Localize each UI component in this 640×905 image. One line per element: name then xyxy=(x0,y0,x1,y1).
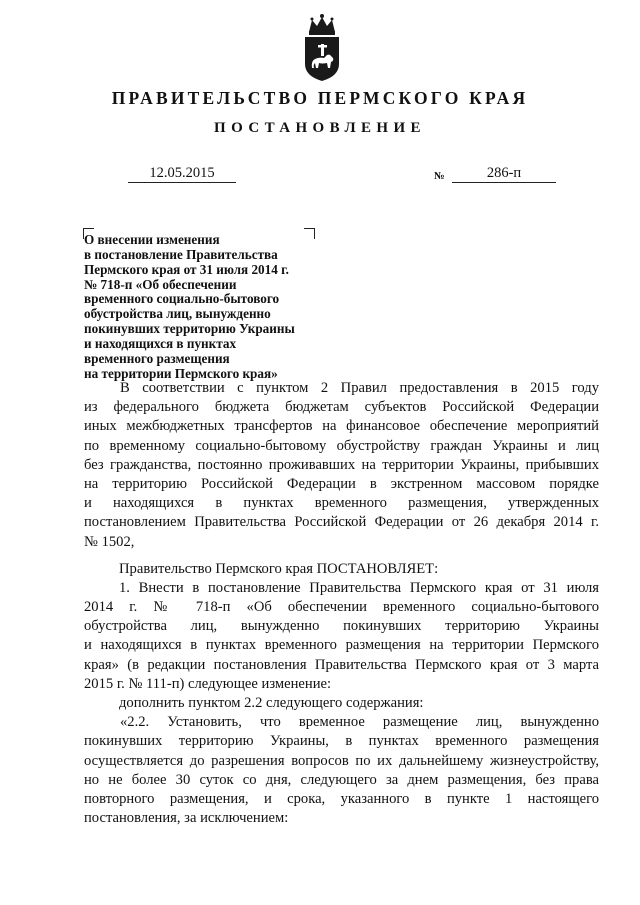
body-line: «2.2. Установить, что временное размещение лиц, вынужденно xyxy=(120,714,599,731)
subject-line: и находящихся в пунктах xyxy=(84,335,237,351)
body-line: постановлением Правительства Российской Федерации от 26 декабря 2014 г. xyxy=(84,514,599,531)
government-title: ПРАВИТЕЛЬСТВО ПЕРМСКОГО КРАЯ xyxy=(111,88,529,108)
document-number: 286-п xyxy=(452,165,556,183)
body-line: обустройства лиц, вынужденно покинувших территорию Украины xyxy=(84,618,599,635)
perm-coat-of-arms-icon xyxy=(300,12,344,82)
body-line: иных межбюджетных трансфертов на финансовое обеспечение мероприятий xyxy=(84,418,599,435)
body-line: без гражданства, постоянно проживавших на территории Украины, прибывших xyxy=(84,456,599,473)
document-date: 12.05.2015 xyxy=(128,165,236,183)
body-line: повторного размещения, и срока, указанного в пункте 1 настоящего xyxy=(84,790,599,807)
subject-line: на территории Пермского края» xyxy=(84,365,278,381)
subject-line: временного размещения xyxy=(84,350,230,366)
body-line: и находящихся в пунктах временного размещения, утвержденных xyxy=(84,495,599,512)
document-body xyxy=(84,379,599,828)
subject-line: в постановление Правительства xyxy=(84,246,278,262)
subject-line: № 718-п «Об обеспечении xyxy=(84,276,237,292)
body-line: постановления, за исключением: xyxy=(84,810,289,827)
body-line: на территорию Российской Федерации в экстренном массовом порядке xyxy=(84,475,599,492)
body-line: дополнить пунктом 2.2 следующего содержания: xyxy=(119,695,424,711)
body-line: осуществляется до разрешения вопросов по их дальнейшему жизнеустройству, xyxy=(84,752,599,769)
body-line: покинувших территорию Украины, в пунктах временного размещения xyxy=(84,733,599,750)
subject-line: временного социально-бытового xyxy=(84,291,280,307)
body-line: 1. Внести в постановление Правительства Пермского края от 31 июля xyxy=(119,579,599,596)
body-line: края» (в редакции постановления Правительства Пермского края от 3 марта xyxy=(84,656,599,673)
subject-line: О внесении изменения xyxy=(84,232,220,247)
body-line: В соответствии с пунктом 2 Правил предоставления в 2015 году xyxy=(120,380,599,396)
body-line: 2015 г. № 111-п) следующее изменение: xyxy=(84,675,332,692)
body-line: по временному социально-бытовому обустройству граждан Украины и лиц xyxy=(84,437,599,454)
body-line: и находящихся в пунктах временного размещения на территории Пермского xyxy=(84,637,599,654)
body-line: 2014 г. № 718-п «Об обеспечении временного социально-бытового xyxy=(84,599,599,616)
number-sign: № xyxy=(434,171,445,182)
subject-line: покинувших территорию Украины xyxy=(84,321,295,337)
subject-line: обустройства лиц, вынужденно xyxy=(84,306,271,322)
document-type-title: ПОСТАНОВЛЕНИЕ xyxy=(214,120,426,136)
subject-line: Пермского края от 31 июля 2014 г. xyxy=(84,261,289,277)
body-line: из федерального бюджета бюджетам субъектов Российской Федерации xyxy=(84,399,599,416)
body-line: № 1502, xyxy=(84,533,135,550)
decree-line: Правительство Пермского края ПОСТАНОВЛЯЕТ: xyxy=(119,560,439,577)
body-line: но не более 30 суток со дня, следующего за днем размещения, без права xyxy=(84,771,599,788)
document-subject xyxy=(84,233,324,381)
